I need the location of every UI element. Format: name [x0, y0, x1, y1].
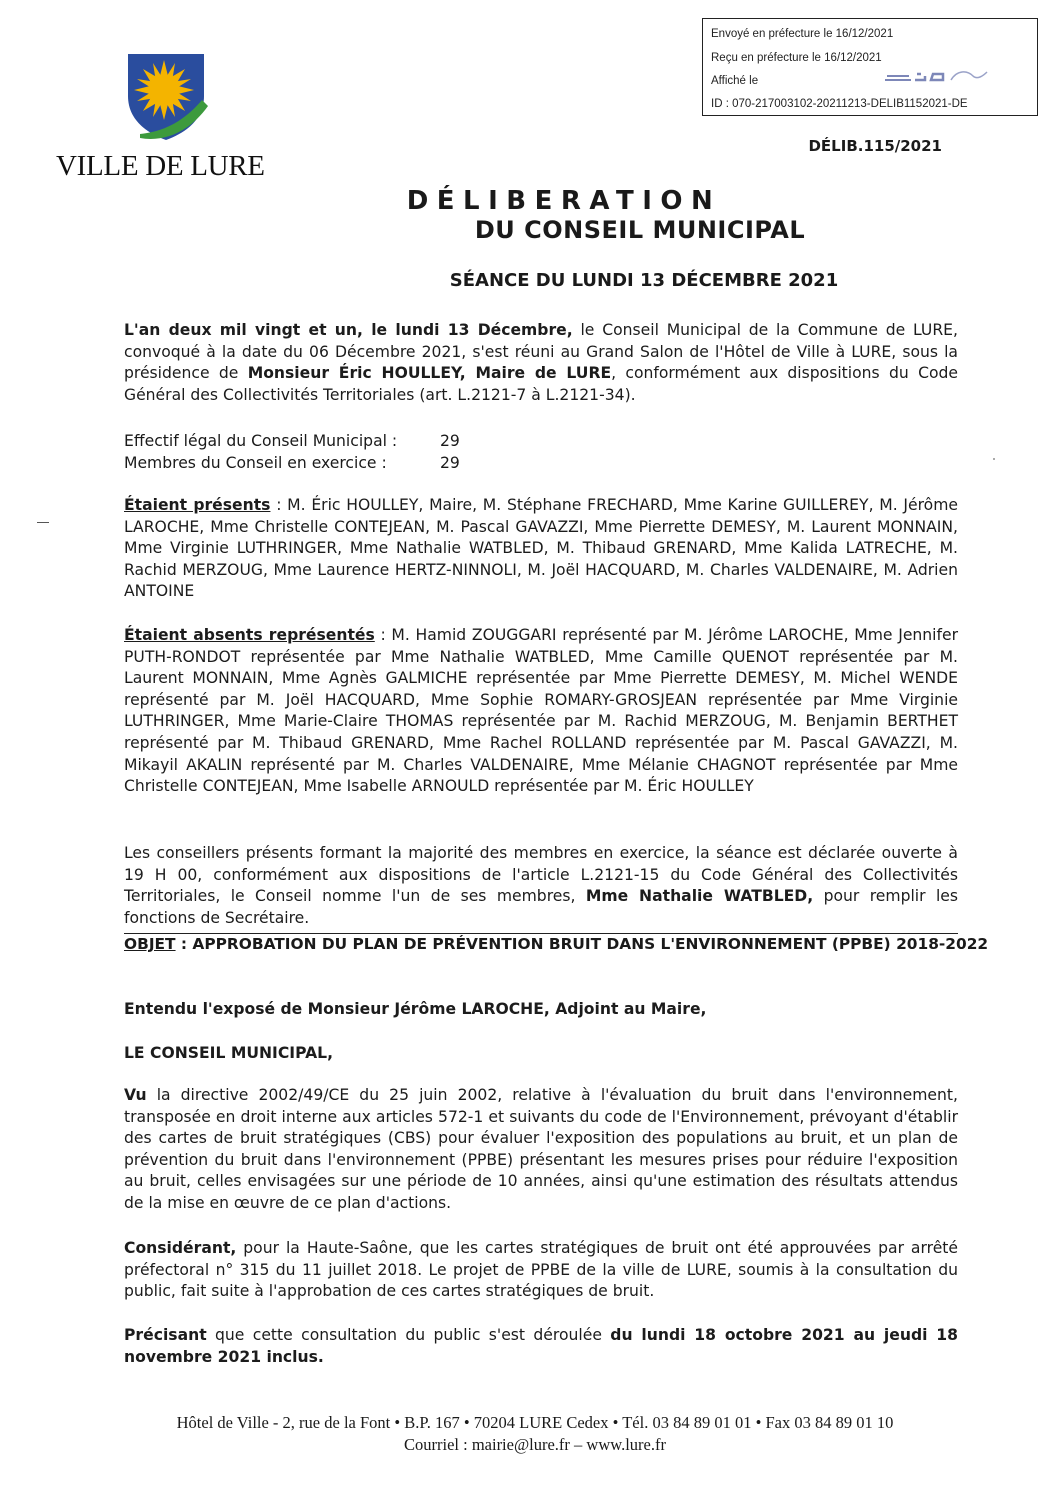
footer-address: Hôtel de Ville - 2, rue de la Font • B.P. 167 • 70204 LURE Cedex • Tél. 03 84 89 01 01 • Fax 03 84 89 01 10: [176, 1413, 894, 1432]
deliberation-reference: DÉLIB.115/2021: [808, 137, 942, 155]
effectif-exercice-value: 29: [440, 454, 460, 472]
vu-label: Vu: [124, 1086, 147, 1104]
margin-mark: [37, 522, 49, 523]
stamp-recu: Reçu en préfecture le 16/12/2021: [711, 52, 882, 64]
presents-list: : M. Éric HOULLEY, Maire, M. Stéphane FRECHARD, Mme Karine GUILLEREY, M. Jérôme LAROCHE, Mme Christelle CONTEJEAN, M. Pascal GAVAZZI, Mme Pierrette DEMESY, M. Laurent MONNAIN, Mme Virginie LUTHRINGER, Mme Nathalie WATBLED, M. Thibaud GRENARD, Mme Kalida LATRECHE, M. Rachid MERZOUG, Mme Laurence HERTZ-NINNOLI, M. Joël HACQUARD, M. Charles VALDENAIRE, M. Adrien ANTOINE: [124, 496, 958, 601]
objet-line: [124, 933, 989, 953]
absents-paragraph: [124, 625, 958, 798]
intro-text-end: , conformément aux dispositions du Code Général des Collectivités Territoriales (art. L.2121-7 à L.2121-34).: [124, 364, 958, 404]
quorum-text: Les conseillers présents formant la majorité des membres en exercice, la séance est déclarée ouverte à 19 H 00, conformément aux dispositions de l'article L.2121-15 du Code Général des Collectivités Territoriales, le Conseil nomme l'un de ses membres,: [124, 844, 958, 906]
quorum-paragraph: [124, 843, 958, 929]
vu-text: la directive 2002/49/CE du 25 juin 2002, relative à l'évaluation du bruit dans l'environnement, transposée en droit interne aux articles 572-1 et suivants du code de l'Environnement, prévoyant d'établir des cartes de bruit stratégiques (CBS) pour évaluer l'exposition des populations au bruit, et un plan de prévention du bruit dans l'environnement (PPBE) présentant les mesures prises pour réduire l'exposition au bruit, celles envisagées sur une période de 10 années, ainsi qu'une estimation des résultats attendus de la mise en œuvre de ce plan d'actions.: [124, 1086, 958, 1212]
vu-paragraph: [124, 1085, 958, 1215]
precisant-paragraph: [124, 1325, 958, 1368]
quorum-text-end: pour remplir les fonctions de Secrétaire.: [124, 887, 958, 927]
entendu-line: Entendu l'exposé de Monsieur Jérôme LAROCHE, Adjoint au Maire,: [124, 1000, 707, 1018]
intro-bold-mayor: Monsieur Éric HOULLEY, Maire de LURE: [247, 364, 612, 383]
logo-text: VILLE DE LURE: [56, 150, 265, 182]
intro-paragraph: [124, 320, 958, 406]
footer: [0, 1412, 1058, 1456]
conseil-heading: LE CONSEIL MUNICIPAL,: [124, 1044, 334, 1062]
stamp-signature-icon: [881, 66, 991, 88]
precisant-label: Précisant: [124, 1326, 207, 1344]
intro-text: le Conseil Municipal de la Commune de LURE, convoqué à la date du 06 Décembre 2021, s'est réuni au Grand Salon de l'Hôtel de Ville à LURE, sous la présidence de: [124, 321, 958, 383]
precisant-dates: du lundi 18 octobre 2021 au jeudi 18 novembre 2021 inclus.: [124, 1326, 958, 1366]
considerant-label: Considérant,: [124, 1239, 237, 1257]
presents-paragraph: [124, 495, 958, 603]
considerant-paragraph: [124, 1238, 958, 1303]
page-subtitle: DU CONSEIL MUNICIPAL: [474, 216, 806, 244]
effectif-legal-label: Effectif légal du Conseil Municipal :: [124, 432, 398, 450]
quorum-secretary: Mme Nathalie WATBLED,: [585, 887, 814, 906]
effectif-legal-value: 29: [440, 432, 460, 450]
considerant-text: pour la Haute-Saône, que les cartes stratégiques de bruit ont été approuvées par arrêté préfectoral n° 315 du 11 juillet 2018. Le projet de PPBE de la ville de LURE, soumis à la consultation du public, fait suite à l'approbation de ces cartes stratégiques de bruit.: [124, 1239, 958, 1301]
effectif-exercice-label: Membres du Conseil en exercice :: [124, 454, 387, 472]
stamp-affiche: Affiché le: [711, 75, 759, 87]
prefecture-stamp: [702, 18, 1038, 116]
presents-label: Étaient présents: [124, 496, 271, 514]
scan-speck: [993, 458, 995, 460]
effectif-block: [124, 430, 524, 474]
seance-date: SÉANCE DU LUNDI 13 DÉCEMBRE 2021: [449, 270, 839, 291]
precisant-text: que cette consultation du public s'est déroulée: [206, 1326, 611, 1344]
intro-bold-date: L'an deux mil vingt et un, le lundi 13 Décembre,: [124, 321, 573, 339]
page-title: DÉLIBERATION: [406, 186, 722, 216]
footer-contact: Courriel : mairie@lure.fr – www.lure.fr: [404, 1435, 666, 1454]
objet-label: OBJET: [124, 935, 176, 953]
objet-text: : APPROBATION DU PLAN DE PRÉVENTION BRUIT DANS L'ENVIRONNEMENT (PPBE) 2018-2022: [175, 935, 989, 953]
absents-label: Étaient absents représentés: [124, 626, 375, 644]
stamp-id: ID : 070-217003102-20211213-DELIB1152021-DE: [711, 98, 968, 110]
stamp-envoye: Envoyé en préfecture le 16/12/2021: [711, 28, 894, 40]
absents-list: : M. Hamid ZOUGGARI représenté par M. Jérôme LAROCHE, Mme Jennifer PUTH-RONDOT représentée par Mme Nathalie WATBLED, Mme Camille QUENOT représentée par M. Laurent MONNAIN, Mme Agnès GALMICHE représentée par Mme Pierrette DEMESY, M. Michel WENDE représenté par M. Joël HACQUARD, Mme Sophie ROMARY-GROSJEAN représentée par Mme Virginie LUTHRINGER, Mme Marie-Claire THOMAS représentée par M. Rachid MERZOUG, M. Benjamin BERTHET représenté par M. Thibaud GRENARD, Mme Rachel ROLLAND représentée par M. Pascal GAVAZZI, M. Mikayil AKALIN représenté par M. Charles VALDENAIRE, Mme Mélanie CHAGNOT représentée par Mme Christelle CONTEJEAN, Mme Isabelle ARNOULD représentée par M. Éric HOULLEY: [124, 626, 959, 796]
ville-de-lure-logo-icon: [118, 52, 214, 144]
